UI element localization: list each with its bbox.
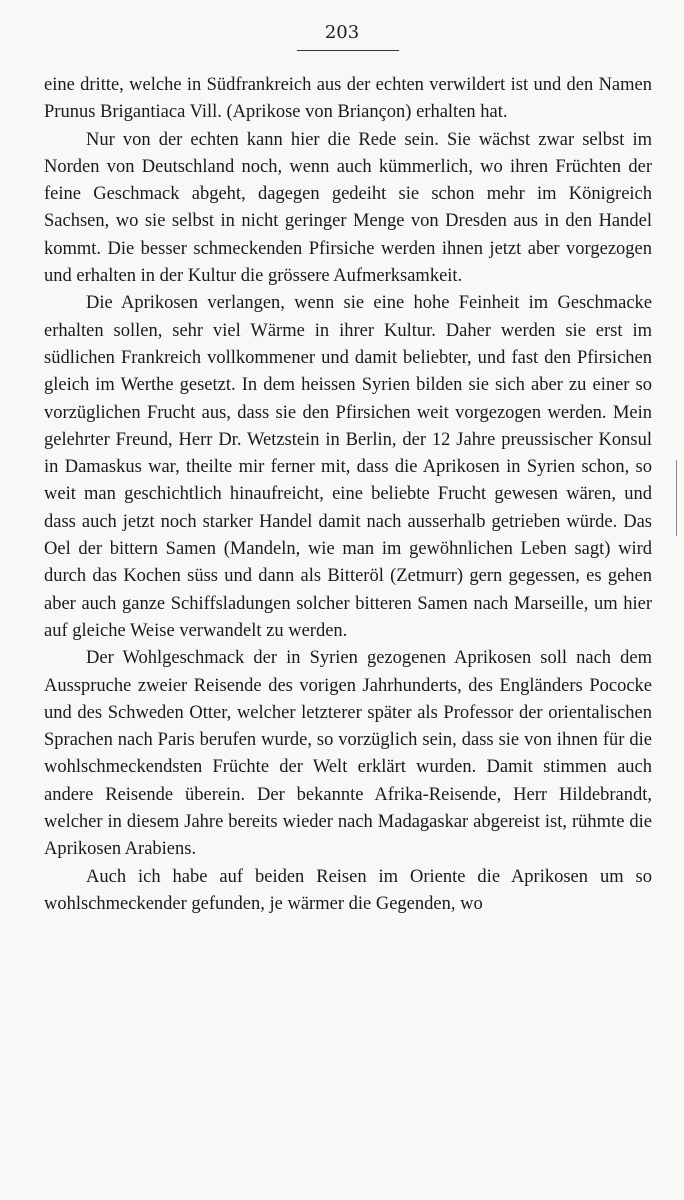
page-number: 203 <box>324 22 360 43</box>
page-edge-shadow <box>676 460 677 536</box>
paragraph-continuation: eine dritte, welche in Südfrankreich aus der echten verwildert ist und den Namen Prunus Brigantiaca Vill. (Aprikose von Briançon) erhalten hat. <box>44 75 652 123</box>
header-rule <box>297 50 399 51</box>
paragraph-flavor: Der Wohlgeschmack der in Syrien gezogenen Aprikosen soll nach dem Ausspruche zweier Reisende des vorigen Jahrhunderts, des Engländers Pococke und des Schweden Otter, welcher letzterer später als Professor der orientalischen Sprachen nach Paris berufen wurde, so vorzüglich sein, dass sie von ihnen für die wohlschmeckendsten Früchte der Welt erklärt wurden. Damit stimmen auch andere Reisende überein. Der bekannte Afrika-Reisende, Herr Hildebrandt, welcher in diesem Jahre bereits wieder nach Madagaskar abgereist ist, rühmte die Aprikosen Arabiens. <box>44 648 652 860</box>
paragraph-travels: Auch ich habe auf beiden Reisen im Oriente die Aprikosen um so wohlschmeckender gefunden, je wärmer die Gegenden, wo <box>44 866 652 914</box>
paragraph-cultivation: Nur von der echten kann hier die Rede sein. Sie wächst zwar selbst im Norden von Deutschland noch, wenn auch kümmerlich, wo ihren Früchten der feine Geschmack abgeht, dagegen gedeiht sie schon mehr im Königreich Sachsen, wo sie selbst in nicht geringer Menge von Dresden aus in den Handel kommt. Die besser schmeckenden Pfirsiche werden ihnen jetzt aber vorgezogen und erhalten in der Kultur die grössere Aufmerksamkeit. <box>44 129 652 287</box>
body-text <box>44 72 652 918</box>
paragraph-warmth: Die Aprikosen verlangen, wenn sie eine hohe Feinheit im Geschmacke erhalten sollen, sehr viel Wärme in ihrer Kultur. Daher werden sie erst im südlichen Frankreich vollkommener und damit beliebter, und fast den Pfirsichen gleich im Werthe gesetzt. In dem heissen Syrien bilden sie sich aber zu einer so vorzüglichen Frucht aus, dass sie den Pfirsichen weit vorgezogen werden. Mein gelehrter Freund, Herr Dr. Wetzstein in Berlin, der 12 Jahre preussischer Konsul in Damaskus war, theilte mir ferner mit, dass die Aprikosen in Syrien schon, so weit man geschichtlich hinaufreicht, eine beliebte Frucht gewesen wären, und dass auch jetzt noch starker Handel damit nach ausserhalb getrieben würde. Das Oel der bittern Samen (Mandeln, wie man im gewöhnlichen Leben sagt) wird durch das Kochen süss und dann als Bitteröl (Zetmurr) gern gegessen, es gehen aber auch ganze Schiffsladungen solcher bitteren Samen nach Marseille, um hier auf gleiche Weise verwandelt zu werden. <box>44 293 652 641</box>
